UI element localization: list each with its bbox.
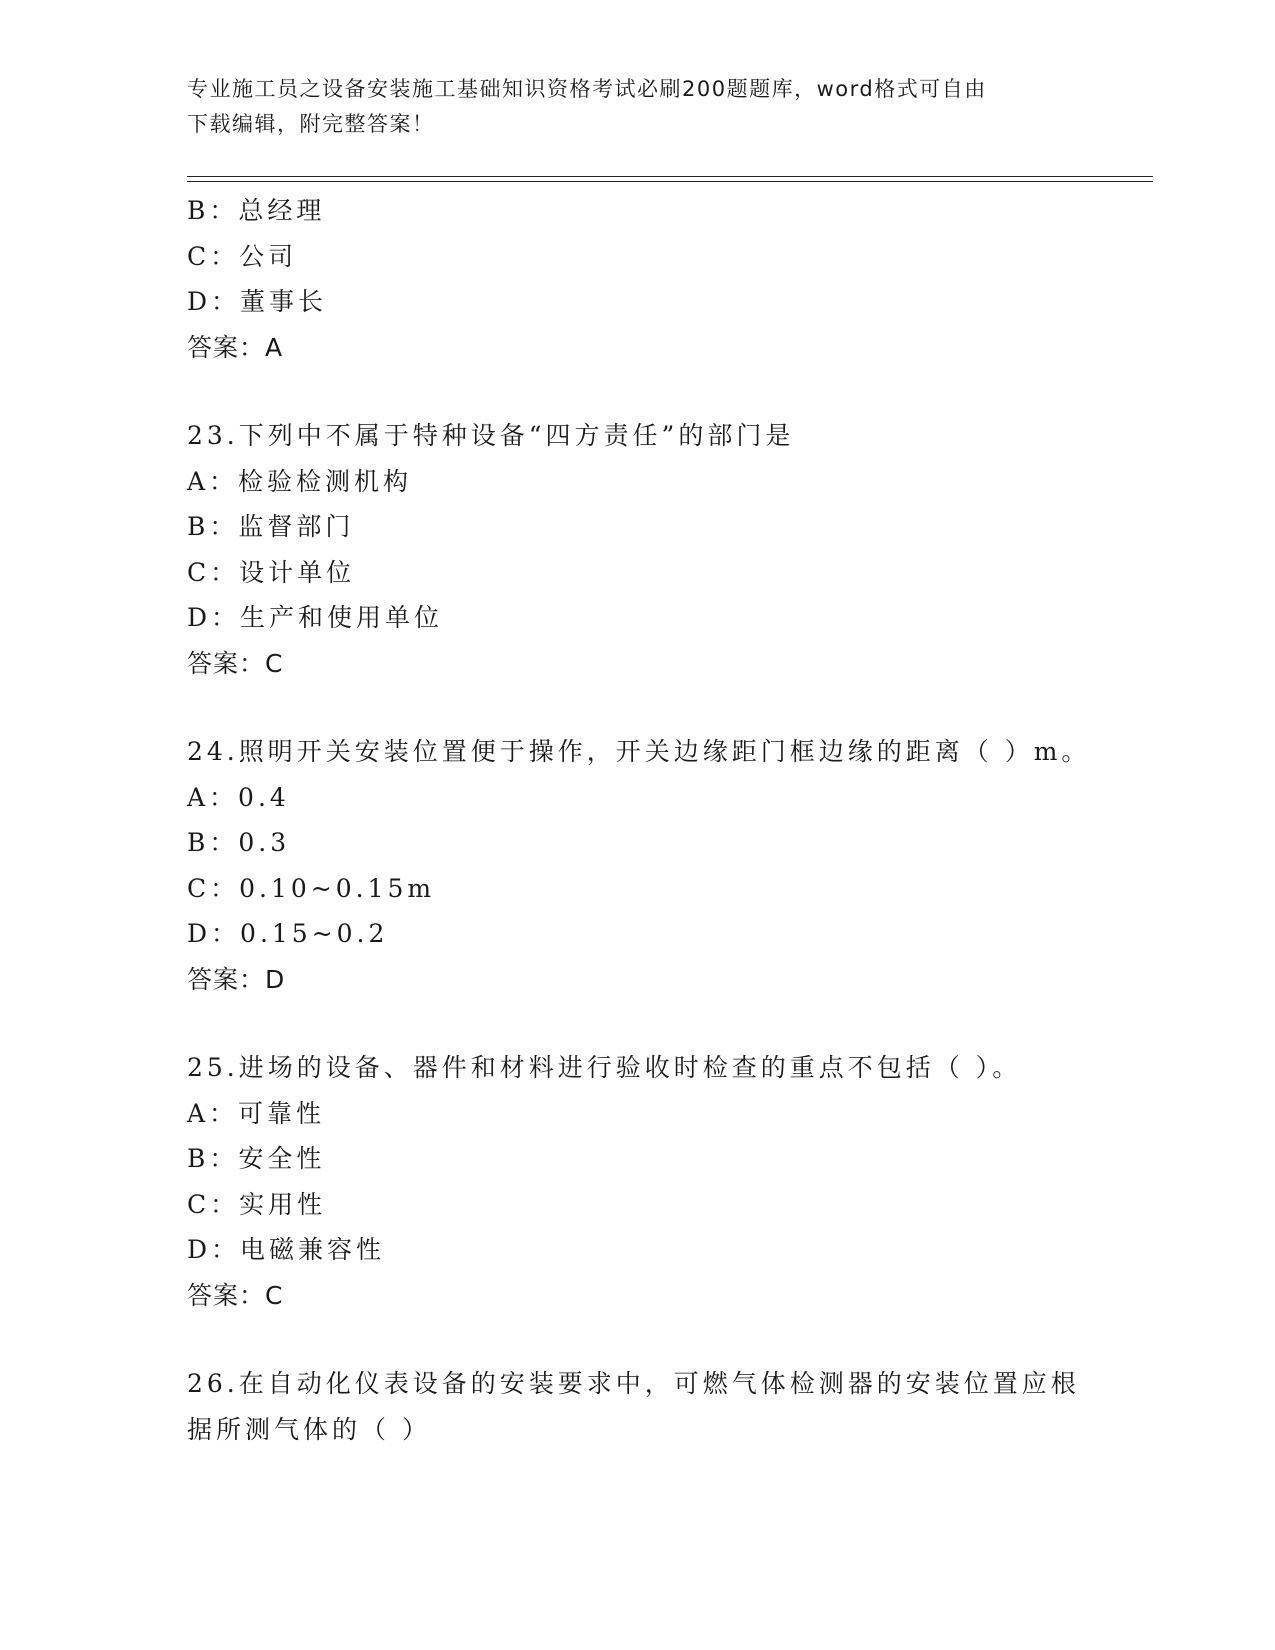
option-c: C：公司 — [187, 241, 298, 271]
question-title-line-1: 26.在自动化仪表设备的安装要求中，可燃气体检测器的安装位置应根 — [187, 1369, 1080, 1398]
question-content — [187, 188, 1091, 1452]
option-a: A：可靠性 — [187, 1098, 326, 1128]
document-header — [187, 72, 1067, 142]
question-24 — [187, 729, 1091, 1002]
answer-line: 答案：A — [187, 332, 284, 362]
question-title: 25.进场的设备、器件和材料进行验收时检查的重点不包括（ ）。 — [187, 1053, 1022, 1082]
question-title: 23.下列中不属于特种设备“四方责任”的部门是 — [187, 421, 795, 450]
option-d: D：0.15~0.2 — [187, 919, 389, 948]
header-divider-bottom — [187, 181, 1153, 182]
header-line-2: 下载编辑，附完整答案！ — [187, 112, 435, 136]
option-a: A：检验检测机构 — [187, 466, 413, 496]
answer-line: 答案：C — [187, 1280, 284, 1310]
question-title: 24.照明开关安装位置便于操作，开关边缘距门框边缘的距离（ ）m。 — [187, 737, 1091, 766]
option-c: C：实用性 — [187, 1189, 327, 1219]
question-25 — [187, 1045, 1087, 1318]
option-a: A：0.4 — [187, 782, 290, 812]
header-divider-top — [187, 176, 1153, 177]
question-26 — [187, 1361, 1087, 1452]
option-c: C：设计单位 — [187, 557, 356, 587]
option-c: C：0.10~0.15m — [187, 873, 436, 903]
option-d: D：董事长 — [187, 287, 328, 316]
option-d: D：生产和使用单位 — [187, 603, 444, 632]
answer-line: 答案：C — [187, 648, 284, 678]
option-b: B：监督部门 — [187, 512, 355, 541]
option-b: B：0.3 — [187, 828, 291, 857]
question-title-line-2: 据所测气体的（ ） — [187, 1414, 431, 1444]
question-23 — [187, 413, 1087, 686]
option-b: B：安全性 — [187, 1144, 326, 1173]
option-b: B：总经理 — [187, 196, 326, 225]
question-22-continued — [187, 188, 1087, 370]
option-d: D：电磁兼容性 — [187, 1235, 386, 1264]
header-line-1: 专业施工员之设备安装施工基础知识资格考试必刷200题题库，word格式可自由 — [187, 77, 987, 101]
answer-line: 答案：D — [187, 964, 286, 994]
